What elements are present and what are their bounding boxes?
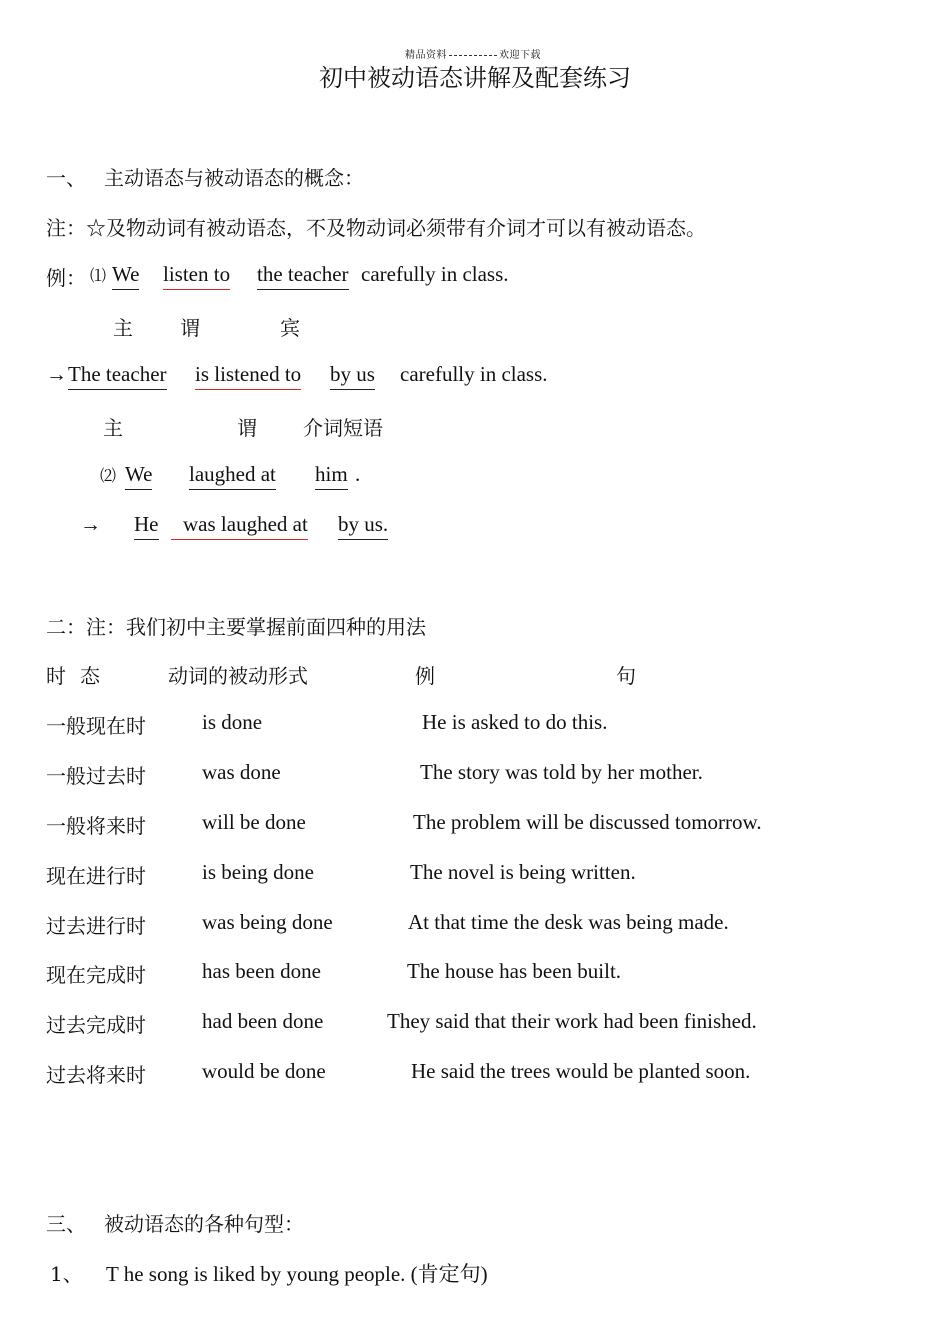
row-form: was being done: [202, 910, 333, 934]
row-tense: 一般将来时: [46, 814, 146, 838]
passive2-verb: was laughed at: [171, 512, 308, 540]
row-tense: 过去完成时: [46, 1013, 146, 1037]
row-example: He said the trees would be planted soon.: [411, 1059, 751, 1083]
example2-subject: We: [125, 462, 152, 490]
header-left: 精品资料: [405, 50, 447, 61]
row-form: had been done: [202, 1009, 324, 1033]
row-form: will be done: [202, 810, 306, 834]
passive-label-verb: 谓: [237, 416, 257, 440]
arrow-2: →: [80, 512, 101, 536]
col-form: 动词的被动形式: [168, 664, 308, 688]
col-tense-1: 时: [46, 664, 66, 688]
label-object: 宾: [280, 316, 300, 340]
section1-title: 主动语态与被动语态的概念：: [104, 166, 364, 190]
section3-title: 被动语态的各种句型：: [104, 1212, 304, 1236]
passive1-subject: The teacher: [68, 362, 167, 390]
passive1-agent: by us: [330, 362, 375, 390]
example1-verb: listen to: [163, 262, 230, 290]
example2-end: .: [355, 462, 361, 486]
example2-verb: laughed at: [189, 462, 276, 490]
row-form: is done: [202, 710, 263, 734]
arrow-1: →: [46, 362, 67, 386]
example2-object: him: [315, 462, 348, 490]
row-tense: 过去进行时: [46, 914, 146, 938]
row-example: The story was told by her mother.: [420, 760, 703, 784]
section3-heading: [46, 1208, 304, 1237]
passive1-verb: is listened to: [195, 362, 301, 390]
example1-rest: carefully in class.: [361, 262, 509, 286]
row-example: The problem will be discussed tomorrow.: [413, 810, 762, 834]
section2-heading: 二：注：我们初中主要掌握前面四种的用法: [46, 615, 426, 639]
label-subject: 主: [113, 316, 133, 340]
row-tense: 现在完成时: [46, 963, 146, 987]
label-verb: 谓: [180, 316, 200, 340]
header-right: 欢迎下载: [499, 50, 541, 61]
col-example-2: 句: [616, 664, 636, 688]
row-tense: 过去将来时: [46, 1063, 146, 1087]
passive2-agent: by us.: [338, 512, 388, 540]
section1-number: 一、: [46, 166, 86, 190]
section1-heading: [46, 162, 364, 191]
row-example: The house has been built.: [407, 959, 622, 983]
example2-number: ⑵: [100, 466, 117, 485]
row-form: is being done: [202, 860, 314, 884]
example1-object: the teacher: [257, 262, 349, 290]
row-form: would be done: [202, 1059, 326, 1083]
section1-note: 注：☆及物动词有被动语态，不及物动词必须带有介词才可以有被动语态。: [46, 216, 706, 240]
row-tense: 一般过去时: [46, 764, 146, 788]
passive2-subject: He: [134, 512, 159, 540]
example1-number: ⑴: [90, 266, 107, 285]
col-tense-2: 态: [80, 664, 100, 688]
page-title: 初中被动语态讲解及配套练习: [319, 64, 631, 92]
row-tense: 现在进行时: [46, 864, 146, 888]
col-example-1: 例: [415, 664, 435, 688]
passive1-rest: carefully in class.: [400, 362, 548, 386]
example1-subject: We: [112, 262, 139, 290]
example-label: 例：: [46, 266, 86, 290]
row-form: was done: [202, 760, 281, 784]
row-form: has been done: [202, 959, 321, 983]
row-example: At that time the desk was being made.: [408, 910, 729, 934]
row-tense: 一般现在时: [46, 714, 146, 738]
row-example: They said that their work had been finished.: [387, 1009, 757, 1033]
header-divider: [449, 55, 497, 56]
row-example: The novel is being written.: [410, 860, 636, 884]
passive-label-subject: 主: [103, 416, 123, 440]
section3-number: 三、: [46, 1212, 86, 1236]
item1-sentence: T he song is liked by young people. (肯定句): [106, 1262, 488, 1286]
passive-label-agent: 介词短语: [303, 416, 383, 440]
item1-number: 1、: [50, 1262, 83, 1286]
row-example: He is asked to do this.: [422, 710, 608, 734]
